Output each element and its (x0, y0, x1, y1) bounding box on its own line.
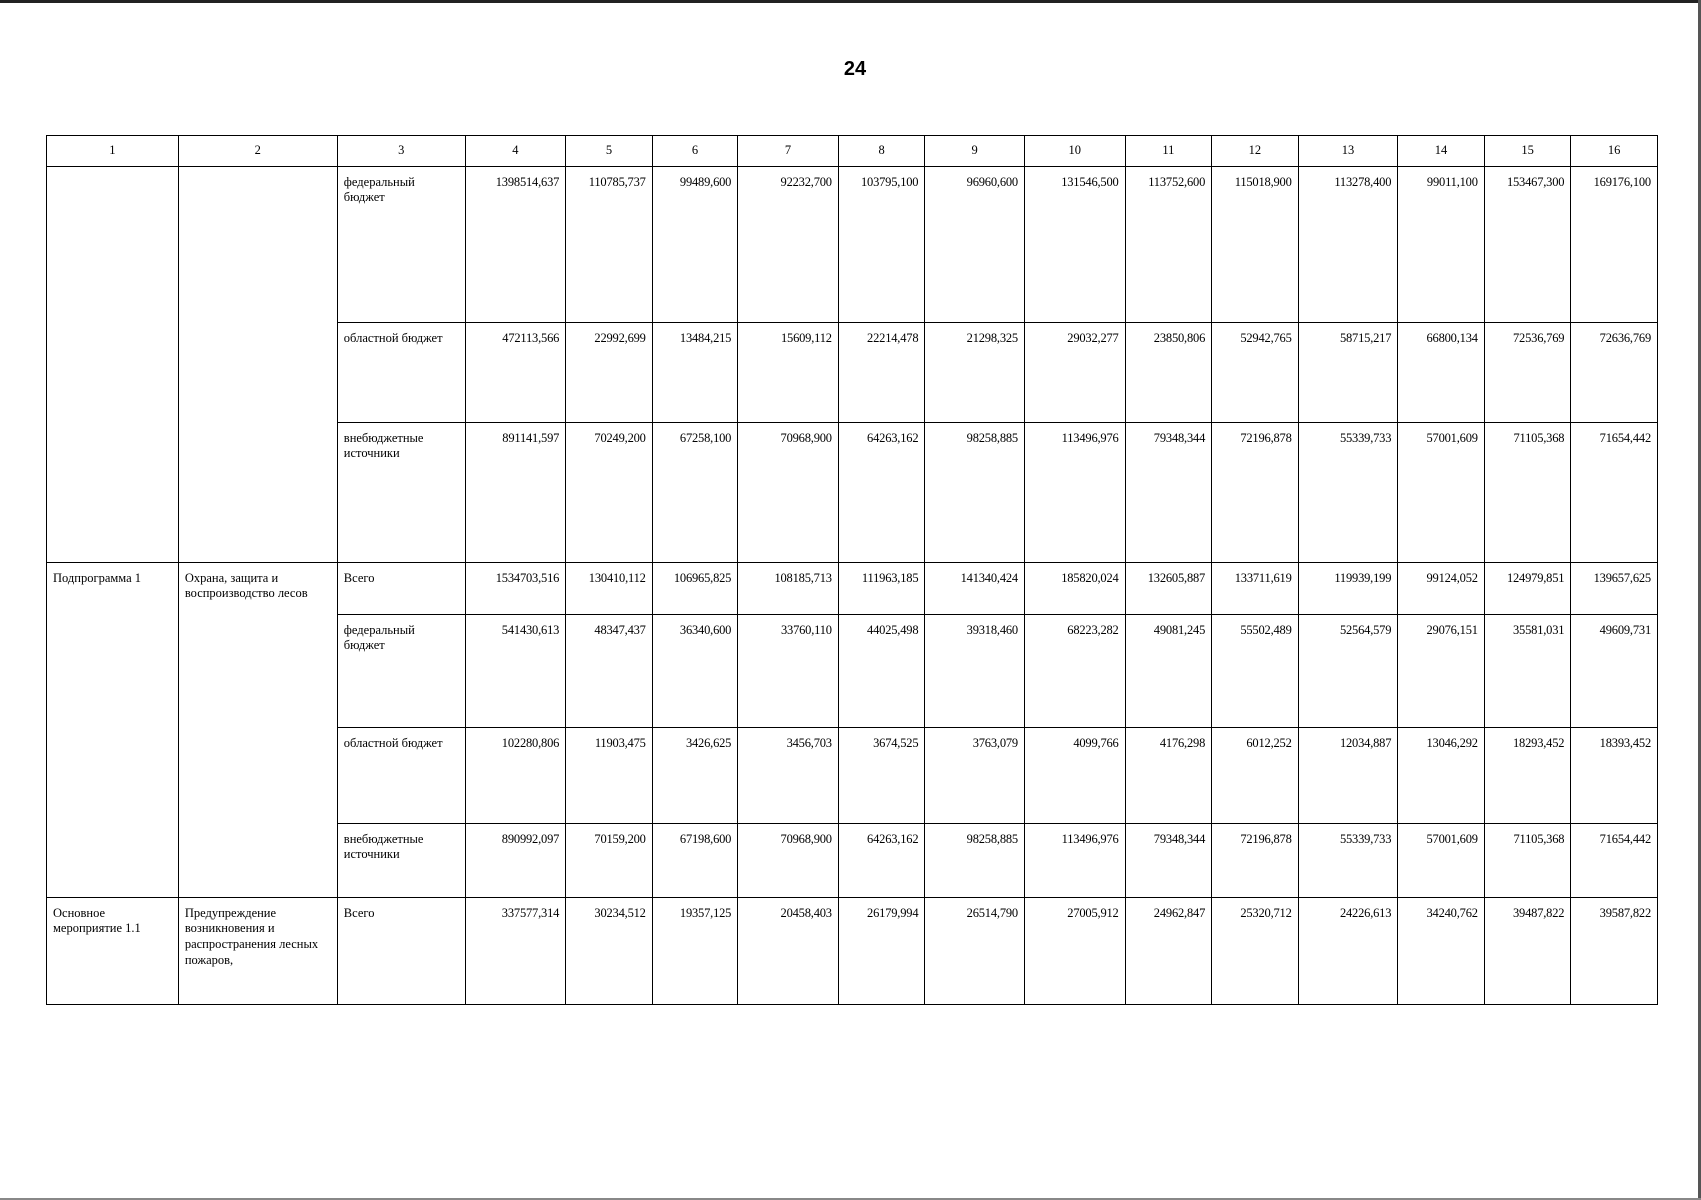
value-cell: 71105,368 (1484, 823, 1571, 897)
value-cell: 98258,885 (925, 823, 1025, 897)
value-cell: 68223,282 (1024, 614, 1125, 727)
value-cell: 23850,806 (1125, 322, 1212, 422)
column-number-16: 16 (1571, 136, 1658, 167)
value-cell: 79348,344 (1125, 823, 1212, 897)
value-cell: 169176,100 (1571, 166, 1658, 322)
program-name-cell (47, 166, 179, 562)
value-cell: 70968,900 (738, 422, 839, 562)
value-cell: 34240,762 (1398, 897, 1485, 1004)
value-cell: 13484,215 (652, 322, 738, 422)
value-cell: 4099,766 (1024, 727, 1125, 823)
value-cell: 71654,442 (1571, 422, 1658, 562)
value-cell: 106965,825 (652, 562, 738, 614)
value-cell: 58715,217 (1298, 322, 1398, 422)
program-name-cell: Подпрограмма 1 (47, 562, 179, 897)
value-cell: 119939,199 (1298, 562, 1398, 614)
value-cell: 52564,579 (1298, 614, 1398, 727)
value-cell: 35581,031 (1484, 614, 1571, 727)
value-cell: 26514,790 (925, 897, 1025, 1004)
value-cell: 49081,245 (1125, 614, 1212, 727)
value-cell: 103795,100 (838, 166, 925, 322)
funding-source-cell: внебюджетные источники (337, 823, 465, 897)
value-cell: 3426,625 (652, 727, 738, 823)
table-row (47, 166, 1658, 322)
value-cell: 96960,600 (925, 166, 1025, 322)
page-edge-top (0, 0, 1701, 3)
column-number-4: 4 (465, 136, 566, 167)
value-cell: 185820,024 (1024, 562, 1125, 614)
column-number-1: 1 (47, 136, 179, 167)
value-cell: 36340,600 (652, 614, 738, 727)
value-cell: 21298,325 (925, 322, 1025, 422)
funding-source-cell: областной бюджет (337, 322, 465, 422)
value-cell: 57001,609 (1398, 422, 1485, 562)
program-title-cell: Предупреждение возникновения и распространения лесных пожаров, (178, 897, 337, 1004)
value-cell: 39318,460 (925, 614, 1025, 727)
value-cell: 108185,713 (738, 562, 839, 614)
value-cell: 1534703,516 (465, 562, 566, 614)
value-cell: 99011,100 (1398, 166, 1485, 322)
column-number-3: 3 (337, 136, 465, 167)
table-row (47, 897, 1658, 1004)
value-cell: 44025,498 (838, 614, 925, 727)
column-number-row (47, 136, 1658, 167)
program-title-cell (178, 166, 337, 562)
funding-source-cell: федеральный бюджет (337, 166, 465, 322)
value-cell: 92232,700 (738, 166, 839, 322)
value-cell: 27005,912 (1024, 897, 1125, 1004)
value-cell: 18393,452 (1571, 727, 1658, 823)
column-number-11: 11 (1125, 136, 1212, 167)
funding-source-cell: Всего (337, 562, 465, 614)
value-cell: 890992,097 (465, 823, 566, 897)
column-number-7: 7 (738, 136, 839, 167)
value-cell: 3456,703 (738, 727, 839, 823)
value-cell: 67258,100 (652, 422, 738, 562)
column-number-12: 12 (1212, 136, 1299, 167)
value-cell: 52942,765 (1212, 322, 1299, 422)
value-cell: 139657,625 (1571, 562, 1658, 614)
value-cell: 48347,437 (566, 614, 653, 727)
value-cell: 18293,452 (1484, 727, 1571, 823)
value-cell: 57001,609 (1398, 823, 1485, 897)
value-cell: 64263,162 (838, 823, 925, 897)
value-cell: 3674,525 (838, 727, 925, 823)
value-cell: 24226,613 (1298, 897, 1398, 1004)
value-cell: 99124,052 (1398, 562, 1485, 614)
value-cell: 337577,314 (465, 897, 566, 1004)
value-cell: 55339,733 (1298, 823, 1398, 897)
value-cell: 67198,600 (652, 823, 738, 897)
value-cell: 29076,151 (1398, 614, 1485, 727)
value-cell: 133711,619 (1212, 562, 1299, 614)
column-number-10: 10 (1024, 136, 1125, 167)
value-cell: 99489,600 (652, 166, 738, 322)
funding-source-cell: Всего (337, 897, 465, 1004)
program-name-cell: Основное мероприятие 1.1 (47, 897, 179, 1004)
value-cell: 70968,900 (738, 823, 839, 897)
funding-source-cell: внебюджетные источники (337, 422, 465, 562)
value-cell: 11903,475 (566, 727, 653, 823)
value-cell: 55502,489 (1212, 614, 1299, 727)
value-cell: 49609,731 (1571, 614, 1658, 727)
column-number-13: 13 (1298, 136, 1398, 167)
value-cell: 72196,878 (1212, 823, 1299, 897)
value-cell: 20458,403 (738, 897, 839, 1004)
value-cell: 3763,079 (925, 727, 1025, 823)
column-number-14: 14 (1398, 136, 1485, 167)
value-cell: 70159,200 (566, 823, 653, 897)
column-number-2: 2 (178, 136, 337, 167)
column-number-5: 5 (566, 136, 653, 167)
value-cell: 102280,806 (465, 727, 566, 823)
value-cell: 6012,252 (1212, 727, 1299, 823)
value-cell: 79348,344 (1125, 422, 1212, 562)
value-cell: 64263,162 (838, 422, 925, 562)
value-cell: 72196,878 (1212, 422, 1299, 562)
table-body (47, 136, 1658, 1005)
column-number-9: 9 (925, 136, 1025, 167)
value-cell: 130410,112 (566, 562, 653, 614)
column-number-6: 6 (652, 136, 738, 167)
value-cell: 71654,442 (1571, 823, 1658, 897)
column-number-8: 8 (838, 136, 925, 167)
value-cell: 24962,847 (1125, 897, 1212, 1004)
value-cell: 39487,822 (1484, 897, 1571, 1004)
value-cell: 33760,110 (738, 614, 839, 727)
value-cell: 39587,822 (1571, 897, 1658, 1004)
value-cell: 26179,994 (838, 897, 925, 1004)
value-cell: 115018,900 (1212, 166, 1299, 322)
column-number-15: 15 (1484, 136, 1571, 167)
value-cell: 472113,566 (465, 322, 566, 422)
value-cell: 153467,300 (1484, 166, 1571, 322)
value-cell: 19357,125 (652, 897, 738, 1004)
value-cell: 72636,769 (1571, 322, 1658, 422)
value-cell: 55339,733 (1298, 422, 1398, 562)
value-cell: 30234,512 (566, 897, 653, 1004)
value-cell: 131546,500 (1024, 166, 1125, 322)
value-cell: 29032,277 (1024, 322, 1125, 422)
value-cell: 113752,600 (1125, 166, 1212, 322)
value-cell: 113496,976 (1024, 823, 1125, 897)
value-cell: 72536,769 (1484, 322, 1571, 422)
value-cell: 124979,851 (1484, 562, 1571, 614)
value-cell: 891141,597 (465, 422, 566, 562)
funding-source-cell: федеральный бюджет (337, 614, 465, 727)
value-cell: 71105,368 (1484, 422, 1571, 562)
value-cell: 541430,613 (465, 614, 566, 727)
value-cell: 22214,478 (838, 322, 925, 422)
value-cell: 15609,112 (738, 322, 839, 422)
value-cell: 111963,185 (838, 562, 925, 614)
value-cell: 12034,887 (1298, 727, 1398, 823)
value-cell: 66800,134 (1398, 322, 1485, 422)
value-cell: 98258,885 (925, 422, 1025, 562)
page-number: 24 (843, 58, 867, 80)
value-cell: 110785,737 (566, 166, 653, 322)
value-cell: 25320,712 (1212, 897, 1299, 1004)
value-cell: 70249,200 (566, 422, 653, 562)
value-cell: 22992,699 (566, 322, 653, 422)
budget-table (46, 135, 1658, 1005)
value-cell: 13046,292 (1398, 727, 1485, 823)
value-cell: 1398514,637 (465, 166, 566, 322)
value-cell: 113496,976 (1024, 422, 1125, 562)
value-cell: 4176,298 (1125, 727, 1212, 823)
value-cell: 141340,424 (925, 562, 1025, 614)
value-cell: 113278,400 (1298, 166, 1398, 322)
program-title-cell: Охрана, защита и воспроизводство лесов (178, 562, 337, 897)
value-cell: 132605,887 (1125, 562, 1212, 614)
table-row (47, 562, 1658, 614)
funding-source-cell: областной бюджет (337, 727, 465, 823)
